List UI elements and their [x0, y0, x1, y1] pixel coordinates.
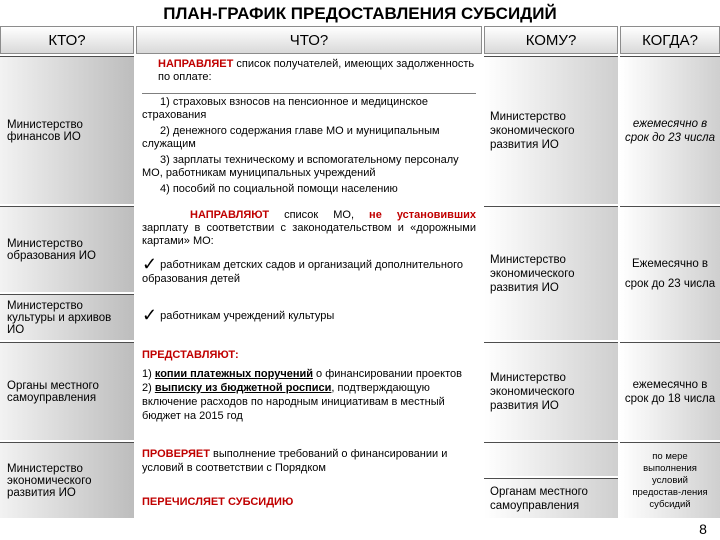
page-title: ПЛАН-ГРАФИК ПРЕДОСТАВЛЕНИЯ СУБСИДИЙ — [163, 4, 557, 23]
checkmark-icon: ✓ — [142, 305, 158, 325]
row3-item-2-num: 2) — [142, 382, 155, 394]
row2-item-education — [142, 255, 476, 286]
row3-item-1 — [142, 367, 476, 381]
row3-item-2-bold: выписку из бюджетной росписи — [154, 382, 332, 394]
row4-whom: Органам местного самоуправления — [484, 478, 618, 518]
row1-item-4: 4) пособий по социальной помощи населению — [160, 183, 398, 195]
row3-what — [136, 342, 482, 440]
header-who: КТО? — [0, 26, 134, 54]
row2-item-culture-text: работникам учреждений культуры — [160, 310, 335, 322]
row1-heading-rest: список получателей, имеющих задолженность по оплате: — [158, 58, 475, 83]
row2-item-culture — [142, 306, 476, 324]
row4-check-line — [142, 447, 476, 475]
row3-item-2-rest: , подтверждающую включение расходов по народным инициативам в местный бюджет на 2015 год — [142, 382, 445, 422]
row3-item-2 — [142, 381, 476, 423]
row3-when: ежемесячно в срок до 18 числа — [620, 342, 720, 440]
row1-what-heading — [142, 58, 476, 84]
row2-who-culture: Министерство культуры и архивов ИО — [0, 294, 134, 340]
row2-whom: Министерство экономического развития ИО — [484, 206, 618, 340]
row2-heading-mid: список МО, — [269, 209, 370, 221]
row4-check-rest: выполнение требований о финансировании и условий в соответствии с Порядком — [142, 448, 448, 474]
row3-item-1-rest: о финансировании проектов — [313, 368, 462, 380]
row1-whom: Министерство экономического развития ИО — [484, 56, 618, 204]
row2-when: Ежемесячно в срок до 23 числа — [620, 206, 720, 340]
row2-heading-rest: зарплату в соответствии с законодательством и «дорожными картами» МО: — [142, 222, 476, 247]
row4-whom-empty — [484, 442, 618, 476]
row3-who: Органы местного самоуправления — [0, 342, 134, 440]
header-whom: КОМУ? — [484, 26, 618, 54]
page-number: 8 — [699, 521, 707, 537]
row1-divider — [142, 93, 476, 94]
row1-verb: НАПРАВЛЯЕТ — [158, 58, 234, 70]
row1-item-3: 3) зарплаты техническому и вспомогательному персоналу МО, работникам муниципальных учреждений — [142, 154, 459, 179]
row2-item-education-text: работникам детских садов и организаций дополнительного образования детей — [142, 259, 463, 285]
row2-who-education: Министерство образования ИО — [0, 206, 134, 292]
row1-what — [136, 56, 482, 204]
header-when: КОГДА? — [620, 26, 720, 54]
row4-verb: ПРОВЕРЯЕТ — [142, 448, 210, 460]
row4-transfer: ПЕРЕЧИСЛЯЕТ СУБСИДИЮ — [142, 496, 294, 508]
row2-what — [136, 206, 482, 340]
row1-who: Министерство финансов ИО — [0, 56, 134, 204]
row2-what-heading — [142, 209, 476, 248]
row1-when: ежемесячно в срок до 23 числа — [620, 56, 720, 204]
row3-verb: ПРЕДСТАВЛЯЮТ: — [142, 349, 239, 361]
row3-item-1-num: 1) — [142, 368, 155, 380]
row2-red-phrase: не установивших — [369, 209, 476, 221]
row3-item-1-bold: копии платежных поручений — [154, 368, 313, 380]
row3-whom: Министерство экономического развития ИО — [484, 342, 618, 440]
row1-item-2: 2) денежного содержания главе МО и муниципальным служащим — [142, 125, 440, 150]
header-what: ЧТО? — [136, 26, 482, 54]
checkmark-icon: ✓ — [142, 254, 158, 274]
row4-what — [136, 442, 482, 518]
row1-item-1: 1) страховых взносов на пенсионное и медицинское страхования — [142, 96, 429, 121]
row4-who: Министерство экономического развития ИО — [0, 442, 134, 518]
row2-verb: НАПРАВЛЯЮТ — [190, 209, 270, 221]
row4-when: по мере выполнения условий предостав-ления субсидий — [620, 442, 720, 518]
